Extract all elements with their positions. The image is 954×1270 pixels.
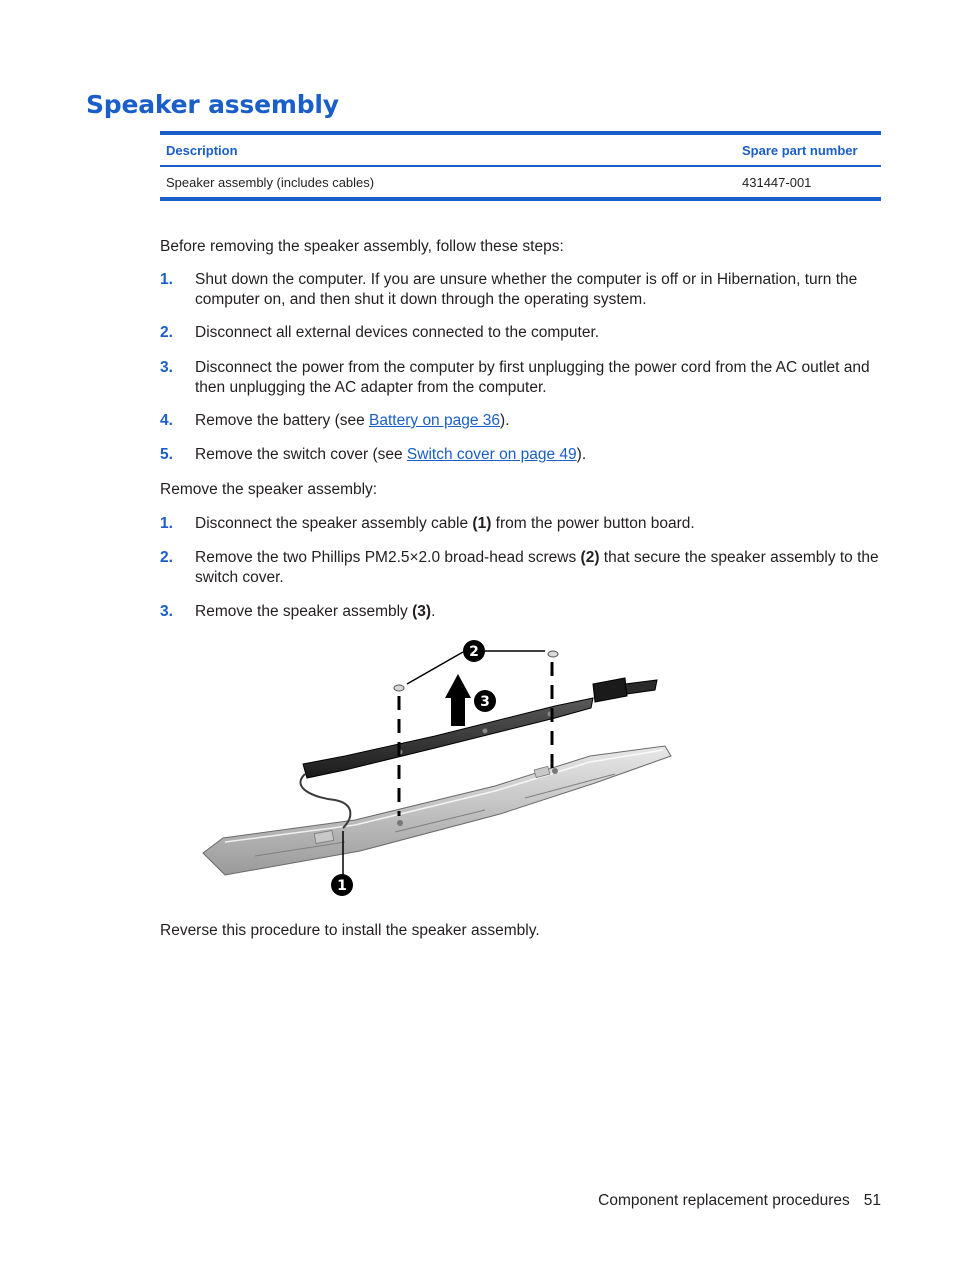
prep-step-2 <box>160 323 882 343</box>
step-text-post: that secure the speaker assembly to the switch cover. <box>195 549 879 586</box>
battery-page-link[interactable]: Battery on page 36 <box>369 412 501 429</box>
speaker-assembly-illustration <box>195 638 675 900</box>
step-number: 3. <box>160 359 173 376</box>
closing-paragraph: Reverse this procedure to install the speaker assembly. <box>160 922 540 939</box>
step-text-pre: Remove the battery (see <box>195 412 370 429</box>
page-title: Speaker assembly <box>86 90 339 119</box>
spare-parts-table <box>160 131 881 201</box>
prep-step-3 <box>160 358 882 398</box>
callout-ref: (3) <box>412 603 432 620</box>
step-number: 3. <box>160 603 173 620</box>
column-header-spare-part-number: Spare part number <box>736 133 881 166</box>
step-number: 1. <box>160 271 173 288</box>
step-number: 2. <box>160 549 173 566</box>
callout-badge-1 <box>331 874 353 896</box>
callout-number: 2 <box>469 644 479 660</box>
callout-ref: (1) <box>472 515 492 532</box>
step-text: Shut down the computer. If you are unsure whether the computer is off or in Hibernation, turn the computer on, and then shut it down through the operating system. <box>195 271 858 308</box>
step-number: 4. <box>160 412 173 429</box>
remove-intro-paragraph: Remove the speaker assembly: <box>160 481 378 498</box>
callout-ref: (2) <box>580 549 600 566</box>
callout-number: 3 <box>480 694 490 710</box>
step-text-post: from the power button board. <box>491 515 695 532</box>
prep-step-1 <box>160 270 882 310</box>
speaker-cable <box>300 774 350 828</box>
callout-leader <box>407 652 463 684</box>
remove-step-1 <box>160 514 882 534</box>
step-text: Disconnect all external devices connected to the computer. <box>195 324 600 341</box>
step-text-post: ). <box>576 446 587 463</box>
callout-badge-3 <box>474 690 496 712</box>
remove-step-2 <box>160 548 882 588</box>
step-number: 2. <box>160 324 173 341</box>
step-text-pre: Remove the two Phillips PM2.5×2.0 broad-head screws <box>195 549 581 566</box>
screw-icon <box>394 685 404 691</box>
table-header-row <box>160 133 881 166</box>
callout-number: 1 <box>337 878 347 894</box>
step-text: Disconnect the power from the computer by first unplugging the power cord from the AC outlet and then unplugging the AC adapter from the computer. <box>195 359 870 396</box>
step-text-post: . <box>431 603 436 620</box>
prep-step-5 <box>160 445 882 465</box>
cell-spare-part-number: 431447-001 <box>742 174 812 190</box>
step-number: 1. <box>160 515 173 532</box>
step-text-pre: Remove the speaker assembly <box>195 603 413 620</box>
page-footer <box>598 1192 881 1210</box>
remove-step-3 <box>160 602 882 622</box>
step-text-pre: Remove the switch cover (see <box>195 446 407 463</box>
screw-icon <box>548 651 558 657</box>
intro-paragraph: Before removing the speaker assembly, follow these steps: <box>160 238 564 255</box>
step-text-pre: Disconnect the speaker assembly cable <box>195 515 473 532</box>
switch-cover-page-link[interactable]: Switch cover on page 49 <box>406 446 577 463</box>
lift-arrow-icon <box>445 674 471 726</box>
step-number: 5. <box>160 446 173 463</box>
page-number: 51 <box>863 1192 881 1209</box>
step-text-post: ). <box>500 412 510 429</box>
footer-section-title: Component replacement procedures <box>598 1192 850 1209</box>
callout-badge-2 <box>463 640 485 662</box>
prep-step-4 <box>160 411 882 431</box>
cell-description: Speaker assembly (includes cables) <box>166 174 375 190</box>
table-row <box>160 166 881 199</box>
switch-cover <box>203 746 671 875</box>
column-header-description: Description <box>160 133 736 166</box>
